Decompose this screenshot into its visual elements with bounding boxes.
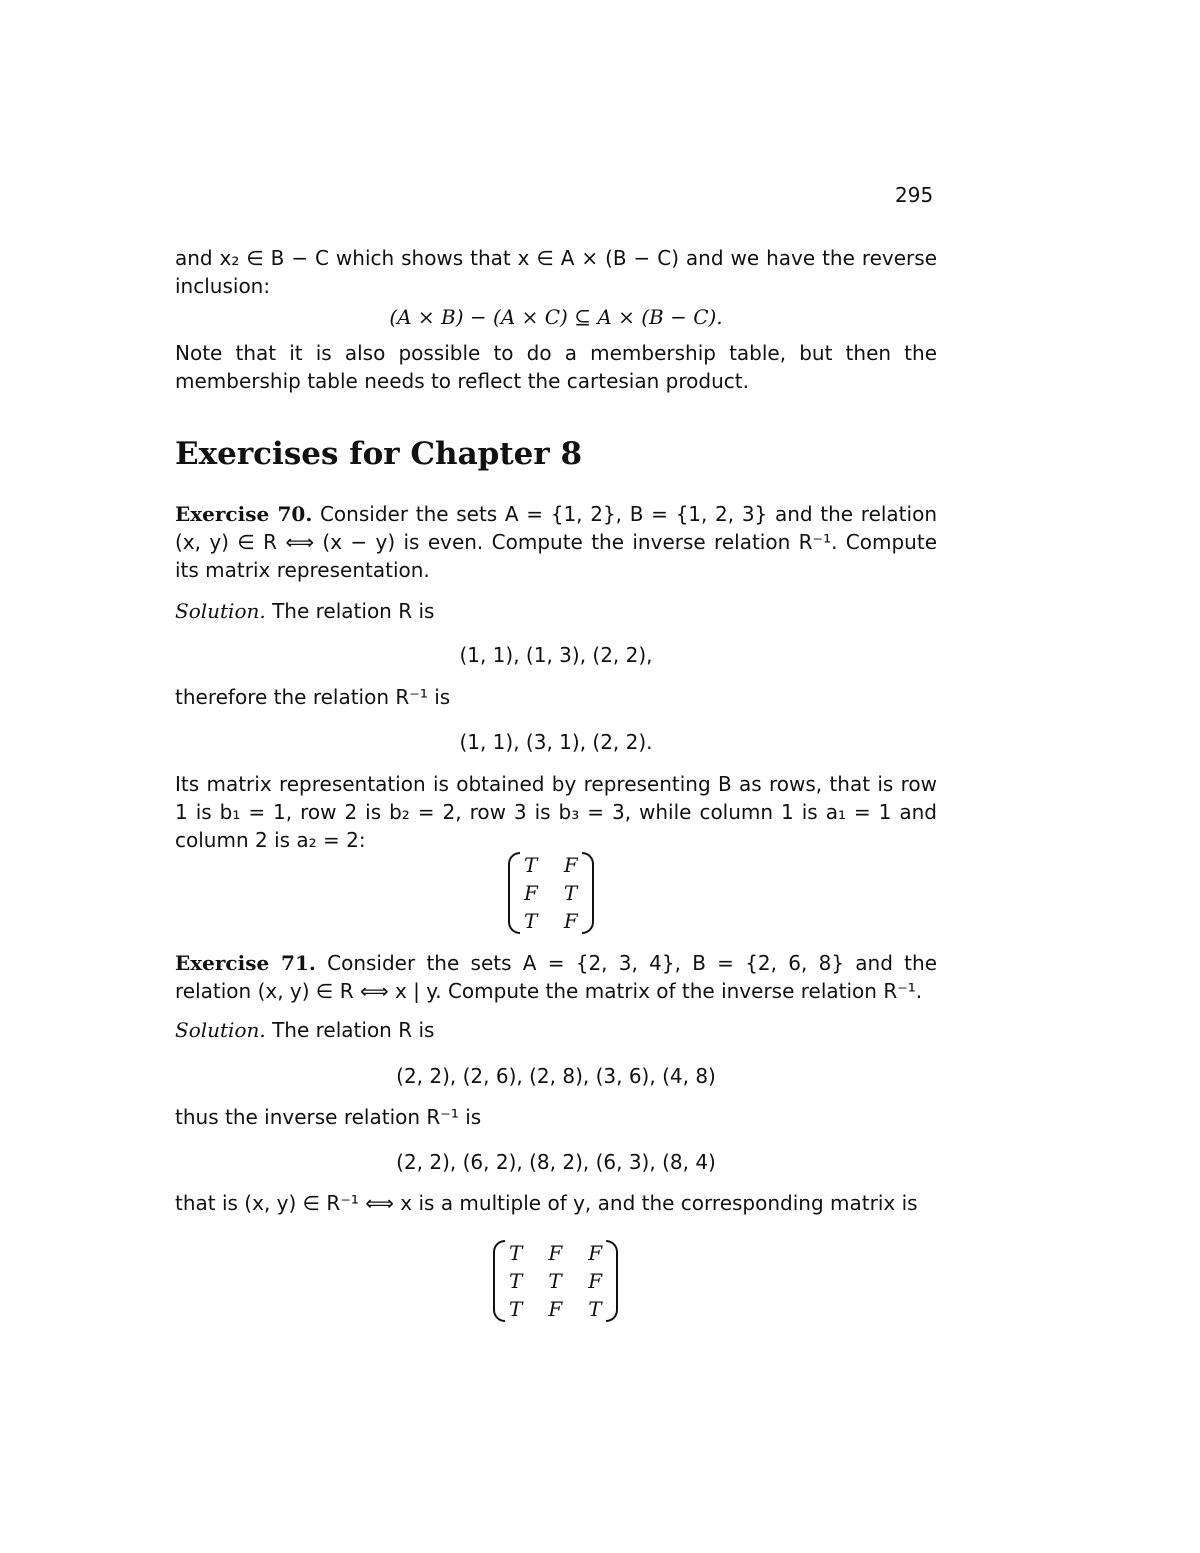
exercise-70-statement (175, 500, 937, 584)
matrix-70-cell: T (563, 881, 578, 905)
matrix-grid (520, 852, 582, 934)
intro-text: and x₂ ∈ B − C which shows that x ∈ A × (B − C) and we have the reverse inclusion: (175, 246, 937, 298)
matrix-71-cell: F (588, 1241, 603, 1265)
exercise-70-label: Exercise 70. (175, 502, 313, 526)
matrix-70-cell: F (563, 909, 578, 933)
solution-text: The relation R is (272, 1018, 435, 1042)
exercise-71-text: Consider the sets A = {2, 3, 4}, B = {2, 6, 8} and the relation (x, y) ∈ R ⟺ x | y. Compute the matrix of the inverse relation R⁻¹. (175, 951, 938, 1003)
solution-text: The relation R is (272, 599, 435, 623)
matrix-71-cell: F (548, 1241, 563, 1265)
exercise-71-inverse: (2, 2), (6, 2), (8, 2), (6, 3), (8, 4) (396, 1150, 716, 1174)
left-paren (493, 1240, 505, 1322)
left-paren (508, 852, 520, 934)
exercise-70-matrix-text: Its matrix representation is obtained by representing B as rows, that is row 1 is b₁ = 1, row 2 is b₂ = 2, row 3 is b₃ = 3, while column 1 is a₁ = 1 and column 2 is a₂ = 2: (175, 772, 937, 852)
exercise-70-matrix (508, 852, 594, 934)
matrix-70-cell: F (524, 881, 538, 905)
exercise-70-text: Consider the sets A = {1, 2}, B = {1, 2, 3} and the relation (x, y) ∈ R ⟺ (x − y) is even. Compute the inverse relation R⁻¹. Compute its matrix representation. (175, 502, 937, 582)
right-paren (606, 1240, 618, 1322)
matrix-71-cell: T (548, 1269, 562, 1293)
matrix-71-cell: T (588, 1297, 602, 1321)
matrix-grid (505, 1240, 606, 1322)
exercise-70-inverse-intro: therefore the relation R⁻¹ is (175, 685, 451, 709)
matrix-70-cell: T (524, 853, 538, 877)
exercise-71-matrix (493, 1240, 618, 1322)
exercise-70-relation: (1, 1), (1, 3), (2, 2), (459, 643, 653, 667)
note-paragraph: Note that it is also possible to do a membership table, but then the membership table needs to reflect the cartesian product. (175, 341, 937, 393)
exercise-71-solution-intro (175, 1016, 937, 1044)
matrix-71-cell: T (509, 1269, 523, 1293)
exercise-70-inverse: (1, 1), (3, 1), (2, 2). (459, 730, 653, 754)
chapter-exercises-heading: Exercises for Chapter 8 (175, 436, 583, 472)
exercise-71-conclusion: that is (x, y) ∈ R⁻¹ ⟺ x is a multiple of y, and the corresponding matrix is (175, 1191, 918, 1215)
exercise-71-label: Exercise 71. (175, 951, 316, 975)
solution-label: Solution. (175, 599, 266, 623)
matrix-71-cell: T (509, 1241, 523, 1265)
solution-label: Solution. (175, 1018, 266, 1042)
exercise-71-inverse-intro: thus the inverse relation R⁻¹ is (175, 1105, 482, 1129)
matrix-71-cell: T (509, 1297, 523, 1321)
exercise-71-statement (175, 949, 937, 1005)
inclusion-formula: (A × B) − (A × C) ⊆ A × (B − C). (389, 305, 723, 329)
exercise-70-solution-intro (175, 597, 937, 625)
matrix-71-cell: F (588, 1269, 603, 1293)
exercise-71-relation: (2, 2), (2, 6), (2, 8), (3, 6), (4, 8) (396, 1064, 716, 1088)
right-paren (582, 852, 594, 934)
page-number: 295 (895, 183, 934, 207)
matrix-70-cell: T (524, 909, 538, 933)
matrix-70-cell: F (563, 853, 578, 877)
matrix-71-cell: F (548, 1297, 563, 1321)
